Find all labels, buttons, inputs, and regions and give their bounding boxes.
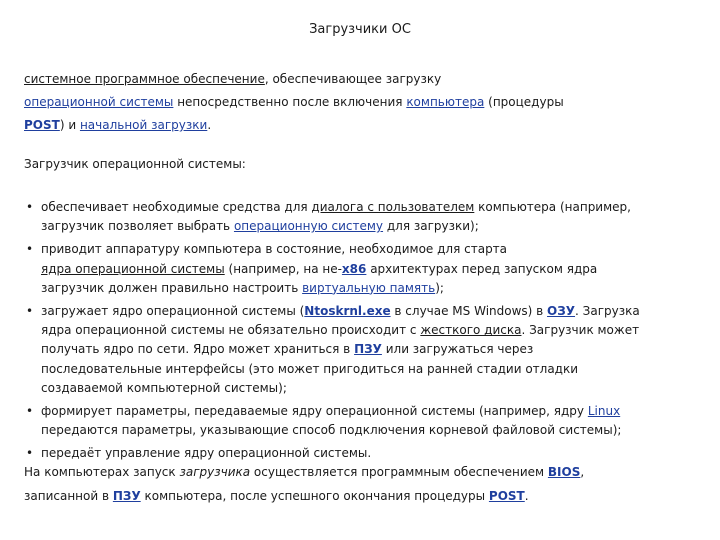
intro-line-3 xyxy=(24,114,700,137)
item-text: обеспечивает необходимые средства для xyxy=(41,200,312,214)
page-title: Загрузчики ОС xyxy=(309,22,411,37)
link-ozu[interactable]: ОЗУ xyxy=(547,304,576,319)
item-text: передаются параметры, указывающие способ подключения корневой файловой системы); xyxy=(41,423,622,438)
bullet-icon: • xyxy=(26,200,34,214)
list-item xyxy=(24,240,696,298)
bullet-icon: • xyxy=(26,404,34,419)
item-text: получать ядро по сети. Ядро может храниться в xyxy=(41,342,355,357)
item-text: . Загрузчик может xyxy=(521,323,640,338)
intro-paragraph xyxy=(24,68,700,137)
closing-text: На компьютерах запуск xyxy=(24,465,180,479)
item-text: в случае MS Windows) в xyxy=(390,304,548,319)
link-os-kernel[interactable]: ядра операционной системы xyxy=(41,261,225,276)
intro-text: ) и xyxy=(59,118,80,132)
link-x86[interactable]: x86 xyxy=(341,261,367,276)
bullet-list xyxy=(24,198,696,468)
closing-line-1 xyxy=(24,460,700,484)
bullet-icon: • xyxy=(26,446,34,461)
closing-text: компьютера, после успешного окончания процедуры xyxy=(140,489,489,503)
closing-line-2 xyxy=(24,484,700,508)
item-text: ); xyxy=(435,280,444,295)
closing-emphasis: загрузчика xyxy=(179,465,251,479)
intro-line-1 xyxy=(24,68,700,91)
item-text: архитектурах перед запуском ядра xyxy=(366,261,598,276)
list-item xyxy=(24,198,696,236)
closing-paragraph xyxy=(24,460,700,508)
link-user-dialog[interactable]: диалога с пользователем xyxy=(311,200,475,214)
item-text: компьютера (например, xyxy=(474,200,631,214)
link-linux[interactable]: Linux xyxy=(587,404,621,419)
item-text: (например, на не- xyxy=(224,261,342,276)
link-computer[interactable]: компьютера xyxy=(406,95,485,109)
link-ntoskrnl[interactable]: Ntoskrnl.exe xyxy=(304,304,391,319)
item-text: последовательные интерфейсы (это может пригодиться на ранней стадии отладки xyxy=(41,361,579,376)
intro-text: непосредственно после включения xyxy=(173,95,407,109)
bullet-icon: • xyxy=(26,242,34,257)
intro-text: . xyxy=(207,118,212,132)
link-operating-system[interactable]: операционной системы xyxy=(24,95,174,109)
item-text: . Загрузка xyxy=(575,304,640,319)
item-text: загрузчик должен правильно настроить xyxy=(41,280,303,295)
intro-line-2 xyxy=(24,91,700,114)
link-system-software[interactable]: системное программное обеспечение xyxy=(24,72,265,86)
item-text: загружает ядро операционной системы ( xyxy=(41,304,305,319)
list-item xyxy=(24,302,696,398)
link-post-2[interactable]: POST xyxy=(488,489,525,503)
item-text: или загружаться через xyxy=(381,342,534,357)
item-text: передаёт управление ядру операционной системы. xyxy=(41,446,372,461)
closing-text: . xyxy=(524,489,529,503)
link-initial-boot[interactable]: начальной загрузки xyxy=(79,118,208,132)
item-text: формирует параметры, передаваемые ядру операционной системы (например, ядру xyxy=(41,404,588,419)
link-operating-system-2[interactable]: операционную систему xyxy=(233,219,384,234)
link-bios[interactable]: BIOS xyxy=(547,465,581,479)
link-pzu-2[interactable]: ПЗУ xyxy=(112,489,141,503)
item-text: загрузчик позволяет выбрать xyxy=(41,219,234,234)
closing-text: записанной в xyxy=(24,489,113,503)
intro-text: (процедуры xyxy=(484,95,564,109)
item-text: для загрузки); xyxy=(383,219,479,234)
bullets-heading: Загрузчик операционной системы: xyxy=(24,157,246,171)
link-pzu[interactable]: ПЗУ xyxy=(354,342,382,357)
intro-text: , обеспечивающее загрузку xyxy=(264,72,442,86)
bullet-icon: • xyxy=(26,304,34,319)
link-post[interactable]: POST xyxy=(24,118,60,132)
list-item xyxy=(24,402,696,440)
link-virtual-memory[interactable]: виртуальную память xyxy=(302,280,436,295)
link-hard-disk[interactable]: жесткого диска xyxy=(420,323,522,338)
item-text: приводит аппаратуру компьютера в состояние, необходимое для старта xyxy=(41,242,508,257)
item-text: ядра операционной системы не обязательно происходит с xyxy=(41,323,421,338)
closing-text: осуществляется программным обеспечением xyxy=(250,465,548,479)
closing-text: , xyxy=(580,465,585,479)
item-text: создаваемой компьютерной системы); xyxy=(41,380,287,395)
